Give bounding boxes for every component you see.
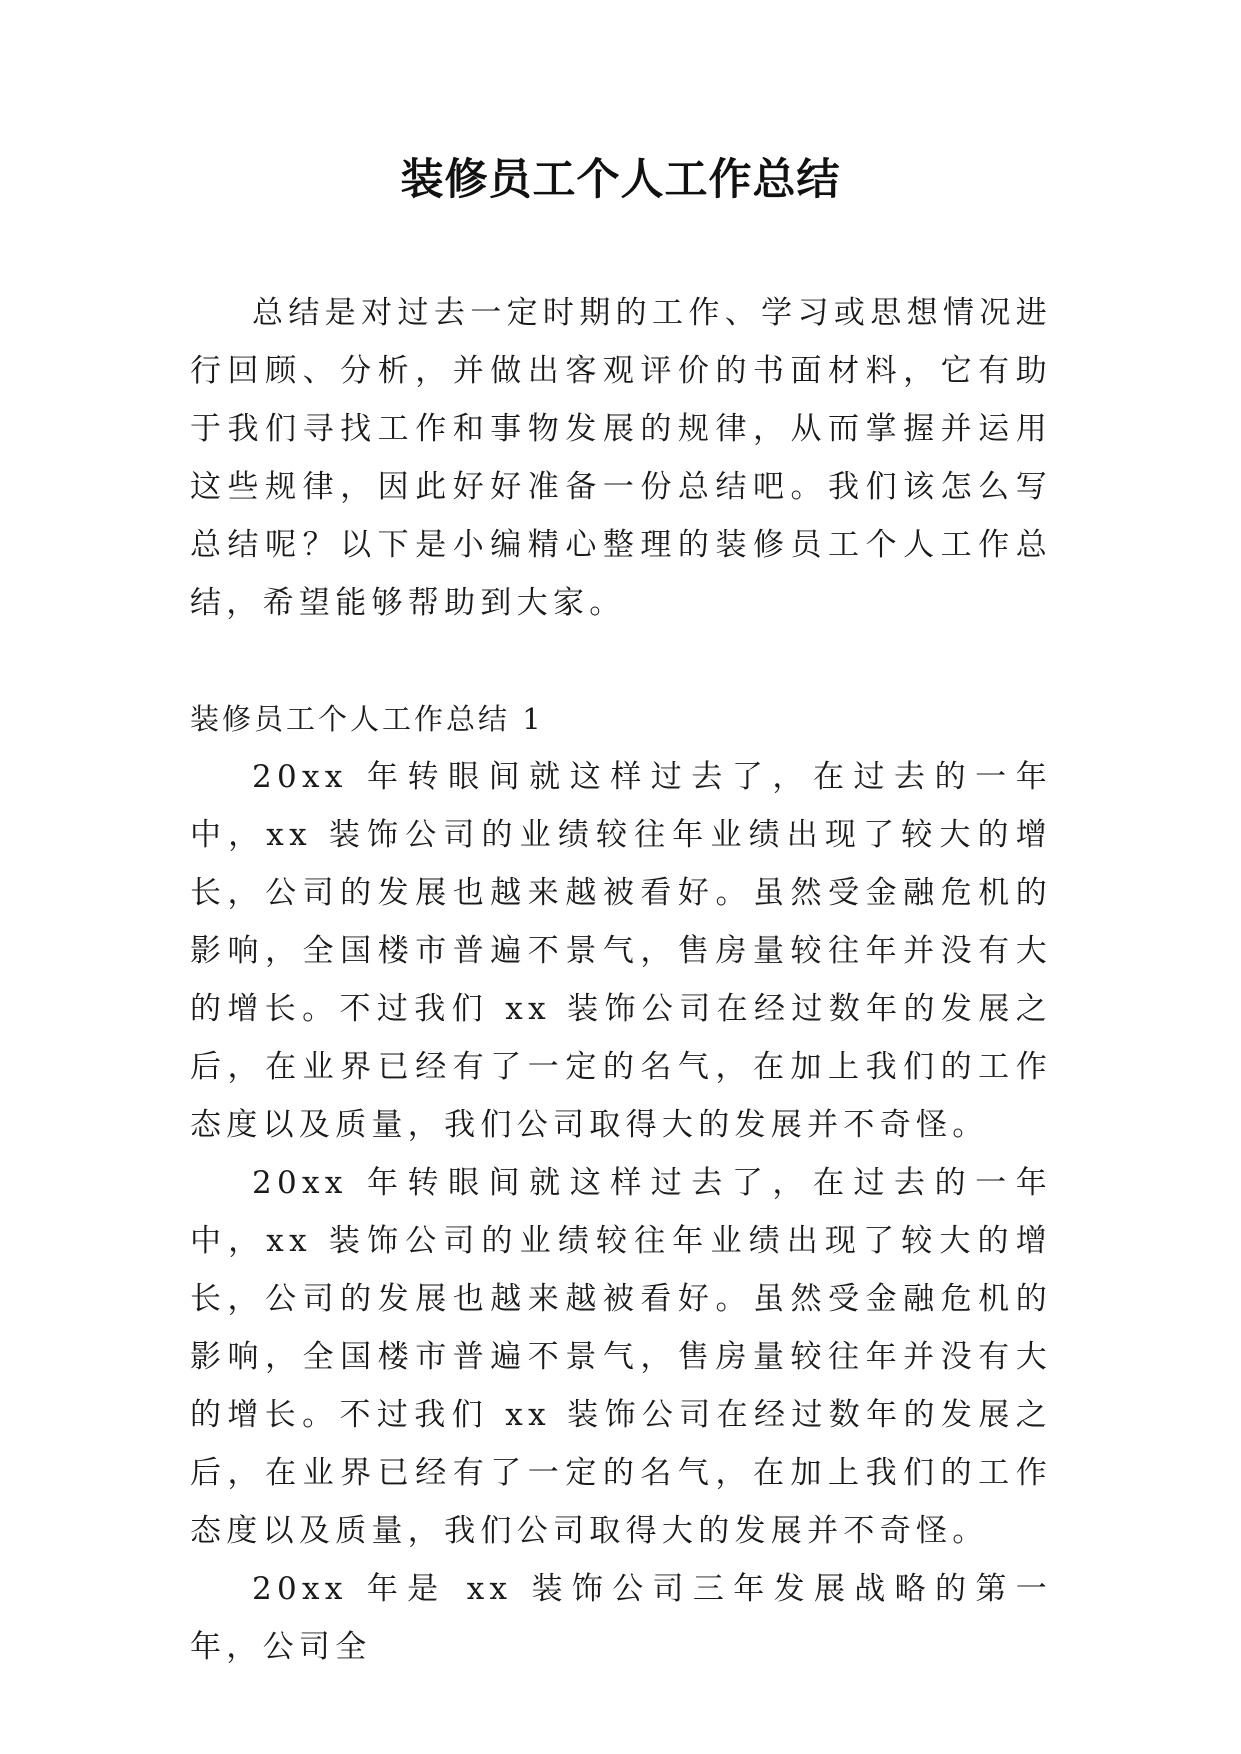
body-paragraph-2: 20xx 年转眼间就这样过去了，在过去的一年中，xx 装饰公司的业绩较往年业绩出现了较大的增长，公司的发展也越来越被看好。虽然受金融危机的影响，全国楼市普遍不景气，售房量较往年并没有大的增长。不过我们 xx 装饰公司在经过数年的发展之后，在业界已经有了一定的名气，在加上我们的工作态度以及质量，我们公司取得大的发展并不奇怪。 <box>190 1165 1052 1549</box>
section-heading: 装修员工个人工作总结 1 <box>190 702 544 736</box>
intro-paragraph: 总结是对过去一定时期的工作、学习或思想情况进行回顾、分析，并做出客观评价的书面材料，它有助于我们寻找工作和事物发展的规律，从而掌握并运用这些规律，因此好好准备一份总结吧。我们该怎么写总结呢？以下是小编精心整理的装修员工个人工作总结，希望能够帮助到大家。 <box>190 295 1052 621</box>
document-body <box>190 284 1052 1676</box>
body-paragraph-1: 20xx 年转眼间就这样过去了，在过去的一年中，xx 装饰公司的业绩较往年业绩出现了较大的增长，公司的发展也越来越被看好。虽然受金融危机的影响，全国楼市普遍不景气，售房量较往年并没有大的增长。不过我们 xx 装饰公司在经过数年的发展之后，在业界已经有了一定的名气，在加上我们的工作态度以及质量，我们公司取得大的发展并不奇怪。 <box>190 759 1052 1143</box>
body-paragraph-3: 20xx 年是 xx 装饰公司三年发展战略的第一年，公司全 <box>190 1571 1052 1665</box>
document-title: 装修员工个人工作总结 <box>400 155 841 205</box>
